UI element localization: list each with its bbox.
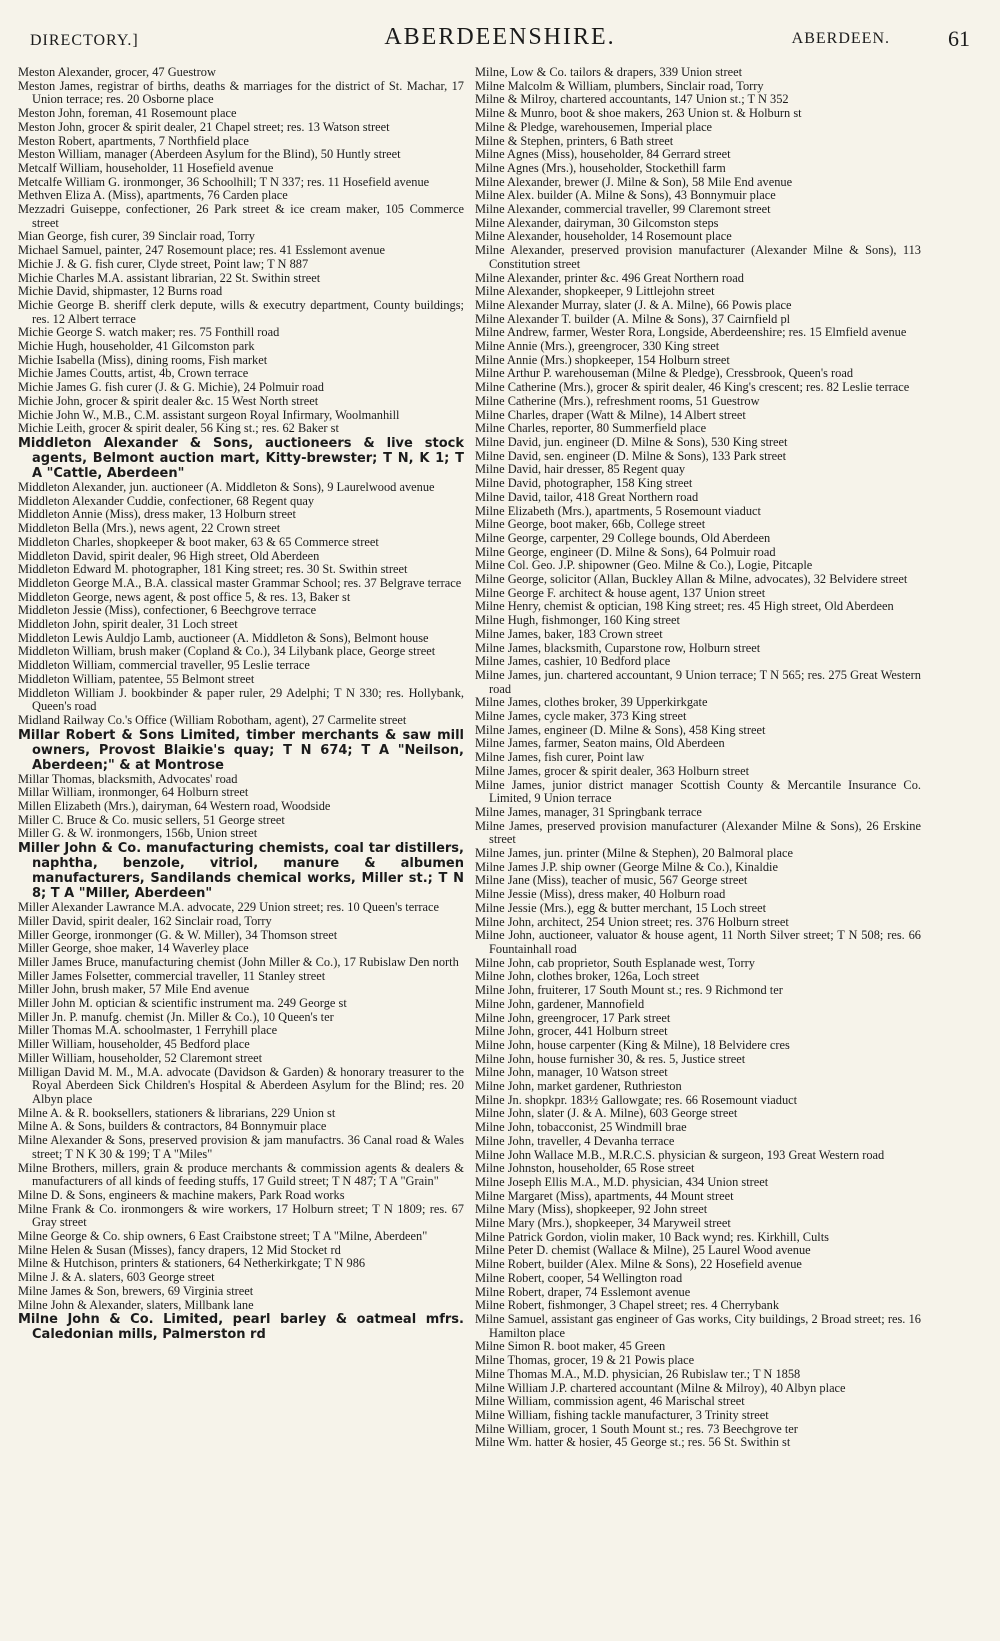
running-head-right: ABERDEEN. xyxy=(791,30,890,47)
directory-entry: Milne Alexander, printer &c. 496 Great Northern road xyxy=(475,270,744,285)
running-head-left: DIRECTORY.] xyxy=(30,32,139,49)
directory-entry: Milne A. & R. booksellers, stationers & librarians, 229 Union st xyxy=(18,1105,336,1120)
directory-entry: Michie John W., M.B., C.M. assistant surgeon Royal Infirmary, Woolmanhill xyxy=(18,407,400,422)
directory-entry: Michie James G. fish curer (J. & G. Michie), 24 Polmuir road xyxy=(18,380,324,395)
directory-entry: Milne Simon R. boot maker, 45 Green xyxy=(475,1339,666,1354)
directory-entry: Milne Catherine (Mrs.), grocer & spirit dealer, 46 King's crescent; res. 82 Leslie terrace xyxy=(475,380,910,395)
directory-entry: Middleton Jessie (Miss), confectioner, 6 Beechgrove terrace xyxy=(18,603,317,618)
directory-entry: Milne Alexander, householder, 14 Rosemount place xyxy=(475,229,732,244)
directory-entry: Milne Jane (Miss), teacher of music, 567 George street xyxy=(475,873,748,888)
directory-entry: Milne Col. Geo. J.P. shipowner (Geo. Milne & Co.), Logie, Pitcaple xyxy=(475,558,813,573)
directory-entry: Milne Alexander T. builder (A. Milne & Sons), 37 Cairnfield pl xyxy=(475,311,791,326)
directory-entry: Miller David, spirit dealer, 162 Sinclair road, Torry xyxy=(18,913,272,928)
directory-entry: Milne David, tailor, 418 Great Northern road xyxy=(475,489,699,504)
directory-entry: Milne David, hair dresser, 85 Regent quay xyxy=(475,462,686,477)
directory-entry: Milne Andrew, farmer, Wester Rora, Longside, Aberdeenshire; res. 15 Elmfield avenue xyxy=(475,325,907,340)
directory-entry: Michie Hugh, householder, 41 Gilcomston park xyxy=(18,339,255,354)
directory-entry: Milne John Wallace M.B., M.R.C.S. physician & surgeon, 193 Great Western road xyxy=(475,1147,885,1162)
directory-entry: Middleton Edward M. photographer, 181 King street; res. 30 St. Swithin street xyxy=(18,562,408,577)
directory-entry: Milne Robert, draper, 74 Esslemont avenue xyxy=(475,1284,691,1299)
directory-entry: Milne George, boot maker, 66b, College street xyxy=(475,517,706,532)
directory-entry: Michie George S. watch maker; res. 75 Fonthill road xyxy=(18,325,280,340)
directory-entry: Milne Alexander, brewer (J. Milne & Son), 58 Mile End avenue xyxy=(475,174,793,189)
page-header xyxy=(0,18,1000,58)
directory-entry: Milne Charles, draper (Watt & Milne), 14 Albert street xyxy=(475,407,746,422)
directory-entry: Milne Johnston, householder, 65 Rose street xyxy=(475,1161,695,1176)
directory-entry: Middleton William J. bookbinder & paper ruler, 29 Adelphi; T N 330; res. Hollybank, Queen's road xyxy=(18,685,464,714)
directory-entry: Milne James, clothes broker, 39 Upperkirkgate xyxy=(475,695,708,710)
directory-entry: Miller John, brush maker, 57 Mile End avenue xyxy=(18,982,250,997)
directory-entry: Milne Peter D. chemist (Wallace & Milne), 25 Laurel Wood avenue xyxy=(475,1243,811,1258)
directory-entry: Milne George, carpenter, 29 College bounds, Old Aberdeen xyxy=(475,530,771,545)
directory-entry: Milne John, clothes broker, 126a, Loch street xyxy=(475,969,700,984)
directory-entry: Michie Charles M.A. assistant librarian, 22 St. Swithin street xyxy=(18,270,321,285)
directory-entry: Milne John, tobacconist, 25 Windmill brae xyxy=(475,1120,687,1135)
directory-entry: Michie James Coutts, artist, 4b, Crown terrace xyxy=(18,366,249,381)
directory-entry: Middleton George, news agent, & post office 5, & res. 13, Baker st xyxy=(18,589,351,604)
directory-entry: Milne John & Co. Limited, pearl barley & oatmeal mfrs. Caledonian mills, Palmerston rd xyxy=(18,1312,464,1343)
directory-entry: Milne Mary (Miss), shopkeeper, 92 John street xyxy=(475,1202,708,1217)
directory-entry: Middleton Alexander Cuddie, confectioner, 68 Regent quay xyxy=(18,493,315,508)
directory-entry: Milne George & Co. ship owners, 6 East Craibstone street; T A "Milne, Aberdeen" xyxy=(18,1229,428,1244)
directory-entry: Methven Eliza A. (Miss), apartments, 76 Carden place xyxy=(18,188,288,203)
directory-entry: Milne Alexander, preserved provision manufacturer (Alexander Milne & Sons), 113 Constitution street xyxy=(475,243,921,271)
directory-entry: Milne David, jun. engineer (D. Milne & Sons), 530 King street xyxy=(475,434,788,449)
directory-entry: Milne Alexander, shopkeeper, 9 Littlejohn street xyxy=(475,284,715,299)
directory-entry: Milne Robert, builder (Alex. Milne & Sons), 22 Hosefield avenue xyxy=(475,1257,802,1272)
directory-entry: Milne Brothers, millers, grain & produce merchants & commission agents & dealers & manufacturers of all kinds of feeding stuffs, 17 Guild street; T N 487; T A "Grain" xyxy=(18,1160,464,1189)
directory-entry: Metcalf William, householder, 11 Hosefield avenue xyxy=(18,160,274,175)
directory-entry: Midland Railway Co.'s Office (William Robotham, agent), 27 Carmelite street xyxy=(18,712,407,727)
directory-entry: Milne John, house furnisher 30, & res. 5, Justice street xyxy=(475,1051,746,1066)
directory-entry: Middleton Alexander & Sons, auctioneers & live stock agents, Belmont auction mart, Kitty-brewster; T N, K 1; T A "Cattle, Aberdeen" xyxy=(18,435,464,481)
directory-entry: Milne James, jun. printer (Milne & Stephen), 20 Balmoral place xyxy=(475,846,793,861)
directory-entry: Milne James, grocer & spirit dealer, 363 Holburn street xyxy=(475,763,750,778)
directory-entry: Milne James, jun. chartered accountant, 9 Union terrace; T N 565; res. 275 Great Western road xyxy=(475,667,921,696)
directory-entry: Milne & Hutchison, printers & stationers, 64 Netherkirkgate; T N 986 xyxy=(18,1256,366,1271)
directory-entry: Michie Isabella (Miss), dining rooms, Fish market xyxy=(18,352,268,367)
directory-entry: Michie Leith, grocer & spirit dealer, 56 King st.; res. 62 Baker st xyxy=(18,421,339,436)
directory-entry: Miller William, householder, 52 Claremont street xyxy=(18,1050,263,1065)
right-column xyxy=(475,66,921,1631)
directory-entry: Milne Henry, chemist & optician, 198 King street; res. 45 High street, Old Aberdeen xyxy=(475,599,894,614)
directory-entry: Millar Robert & Sons Limited, timber merchants & saw mill owners, Provost Blaikie's quay; T N 674; T A "Neilson, Aberdeen;" & at Montrose xyxy=(18,727,464,773)
directory-entry: Middleton Annie (Miss), dress maker, 13 Holburn street xyxy=(18,507,296,522)
directory-entry: Meston William, manager (Aberdeen Asylum for the Blind), 50 Huntly street xyxy=(18,147,401,162)
directory-entry: Milne Samuel, assistant gas engineer of Gas works, City buildings, 2 Broad street; res. 16 Hamilton place xyxy=(475,1311,921,1340)
directory-entry: Milne James, preserved provision manufacturer (Alexander Milne & Sons), 26 Erskine street xyxy=(475,818,921,847)
directory-entry: Milne John, fruiterer, 17 South Mount st.; res. 9 Richmond ter xyxy=(475,983,783,998)
directory-entry: Milne Robert, cooper, 54 Wellington road xyxy=(475,1270,683,1285)
directory-entry: Middleton Lewis Auldjo Lamb, auctioneer (A. Middleton & Sons), Belmont house xyxy=(18,630,429,645)
directory-entry: Milne James, junior district manager Scottish County & Mercantile Insurance Co. Limited, 9 Union terrace xyxy=(475,777,921,806)
directory-entry: Milne James, cashier, 10 Bedford place xyxy=(475,654,671,669)
directory-entry: Meston James, registrar of births, deaths & marriages for the district of St. Machar, 17 Union terrace; res. 20 Osborne place xyxy=(18,78,464,107)
directory-entry: Milne & Milroy, chartered accountants, 147 Union st.; T N 352 xyxy=(475,92,789,107)
directory-entry: Milne & Munro, boot & shoe makers, 263 Union st. & Holburn st xyxy=(475,106,802,121)
directory-entry: Milne Agnes (Miss), householder, 84 Gerrard street xyxy=(475,147,731,162)
directory-entry: Milne James & Son, brewers, 69 Virginia street xyxy=(18,1283,254,1298)
directory-entry: Milne John, manager, 10 Watson street xyxy=(475,1065,668,1080)
directory-entry: Milne William, commission agent, 46 Marischal street xyxy=(475,1394,745,1409)
directory-entry: Milne Alex. builder (A. Milne & Sons), 43 Bonnymuir place xyxy=(475,188,776,203)
left-column xyxy=(18,66,464,1631)
directory-entry: Milne Joseph Ellis M.A., M.D. physician, 434 Union street xyxy=(475,1174,769,1189)
directory-entry: Milne Catherine (Mrs.), refreshment rooms, 51 Guestrow xyxy=(475,393,760,408)
directory-entry: Middleton George M.A., B.A. classical master Grammar School; res. 37 Belgrave terrace xyxy=(18,575,462,590)
directory-entry: Miller John & Co. manufacturing chemists, coal tar distillers, naphtha, benzole, vitriol, manure & albumen manufacturers, Sandilands chemical works, Miller st.; T N 8; T A "Miller, Aberdeen" xyxy=(18,841,464,902)
directory-entry: Milne John, slater (J. & A. Milne), 603 George street xyxy=(475,1106,738,1121)
directory-entry: Milne Alexander & Sons, preserved provision & jam manufactrs. 36 Canal road & Wales street; T N K 30 & 199; T A "Miles" xyxy=(18,1133,464,1161)
directory-entry: Milne Mary (Mrs.), shopkeeper, 34 Maryweil street xyxy=(475,1216,731,1231)
directory-entry: Michael Samuel, painter, 247 Rosemount place; res. 41 Esslemont avenue xyxy=(18,243,385,258)
directory-entry: Milne William J.P. chartered accountant (Milne & Milroy), 40 Albyn place xyxy=(475,1380,846,1395)
directory-entry: Milne George F. architect & house agent, 137 Union street xyxy=(475,585,766,600)
directory-entry: Milne Thomas M.A., M.D. physician, 26 Rubislaw ter.; T N 1858 xyxy=(475,1366,801,1381)
directory-entry: Milne John, architect, 254 Union street; res. 376 Holburn street xyxy=(475,914,789,929)
directory-entry: Miller John M. optician & scientific instrument ma. 249 George st xyxy=(18,996,347,1011)
directory-entry: Middleton William, patentee, 55 Belmont street xyxy=(18,671,255,686)
directory-entry: Milne William, grocer, 1 South Mount st.; res. 73 Beechgrove ter xyxy=(475,1421,798,1436)
directory-entry: Middleton Bella (Mrs.), news agent, 22 Crown street xyxy=(18,521,281,536)
directory-entry: Michie John, grocer & spirit dealer &c. 15 West North street xyxy=(18,393,319,408)
directory-entry: Miller Thomas M.A. schoolmaster, 1 Ferryhill place xyxy=(18,1023,278,1038)
directory-entry: Milligan David M. M., M.A. advocate (Davidson & Garden) & honorary treasurer to the Royal Aberdeen Sick Children's Hospital & Aberdeen Asylum for the Blind; res. 20 Albyn place xyxy=(18,1064,464,1106)
directory-entry: Milne James, farmer, Seaton mains, Old Aberdeen xyxy=(475,736,725,751)
directory-entry: Middleton William, brush maker (Copland & Co.), 34 Lilybank place, George street xyxy=(18,644,436,659)
running-head-title: ABERDEENSHIRE. xyxy=(384,24,616,50)
directory-entry: Meston John, foreman, 41 Rosemount place xyxy=(18,106,237,121)
directory-entry: Milne Margaret (Miss), apartments, 44 Mount street xyxy=(475,1188,734,1203)
directory-entry: Milne James, cycle maker, 373 King street xyxy=(475,709,687,724)
directory-entry: Milne Hugh, fishmonger, 160 King street xyxy=(475,613,680,628)
directory-entry: Milne William, fishing tackle manufacturer, 3 Trinity street xyxy=(475,1407,769,1422)
directory-entry: Milne D. & Sons, engineers & machine makers, Park Road works xyxy=(18,1187,345,1202)
directory-entry: Millen Elizabeth (Mrs.), dairyman, 64 Western road, Woodside xyxy=(18,799,331,814)
directory-entry: Milne Frank & Co. ironmongers & wire workers, 17 Holburn street; T N 1809; res. 67 Gray street xyxy=(18,1201,464,1230)
directory-entry: Meston Alexander, grocer, 47 Guestrow xyxy=(18,66,216,79)
directory-entry: Miller Alexander Lawrance M.A. advocate, 229 Union street; res. 10 Queen's terrace xyxy=(18,900,439,915)
directory-entry: Michie George B. sheriff clerk depute, wills & executry department, County buildings; res. 12 Albert terrace xyxy=(18,297,464,326)
directory-entry: Mian George, fish curer, 39 Sinclair road, Torry xyxy=(18,229,255,244)
directory-entry: Millar Thomas, blacksmith, Advocates' road xyxy=(18,771,238,786)
directory-entry: Milne Alexander, commercial traveller, 99 Claremont street xyxy=(475,202,771,217)
directory-entry: Mezzadri Guiseppe, confectioner, 26 Park street & ice cream maker, 105 Commerce street xyxy=(18,202,464,230)
directory-entry: Milne Jessie (Miss), dress maker, 40 Holburn road xyxy=(475,887,726,902)
directory-entry: Millar William, ironmonger, 64 Holburn street xyxy=(18,785,249,800)
directory-entry: Michie David, shipmaster, 12 Burns road xyxy=(18,284,223,299)
directory-entry: Milne Agnes (Mrs.), householder, Stockethill farm xyxy=(475,160,726,175)
directory-entry: Milne John, greengrocer, 17 Park street xyxy=(475,1010,671,1025)
directory-entry: Milne John, grocer, 441 Holburn street xyxy=(475,1024,668,1039)
directory-entry: Milne Annie (Mrs.) shopkeeper, 154 Holburn street xyxy=(475,352,730,367)
directory-entry: Milne John, gardener, Mannofield xyxy=(475,996,645,1011)
directory-entry: Milne John, house carpenter (King & Milne), 18 Belvidere cres xyxy=(475,1037,790,1052)
directory-entry: Milne Jn. shopkpr. 183½ Gallowgate; res. 66 Rosemount viaduct xyxy=(475,1092,798,1107)
directory-entry: Milne James, manager, 31 Springbank terrace xyxy=(475,804,702,819)
directory-entry: Milne John, traveller, 4 Devanha terrace xyxy=(475,1133,675,1148)
directory-entry: Milne John, auctioneer, valuator & house agent, 11 North Silver street; T N 508; res. 66 Fountainhall road xyxy=(475,928,921,956)
directory-entry: Middleton Alexander, jun. auctioneer (A. Middleton & Sons), 9 Laurelwood avenue xyxy=(18,479,435,494)
directory-entry: Miller George, ironmonger (G. & W. Miller), 34 Thomson street xyxy=(18,927,338,942)
directory-entry: Middleton Charles, shopkeeper & boot maker, 63 & 65 Commerce street xyxy=(18,534,379,549)
directory-entry: Meston Robert, apartments, 7 Northfield place xyxy=(18,133,249,148)
directory-entry: Miller Jn. P. manufg. chemist (Jn. Miller & Co.), 10 Queen's ter xyxy=(18,1009,334,1024)
directory-entry: Michie J. & G. fish curer, Clyde street, Point law; T N 887 xyxy=(18,256,309,271)
directory-entry: Milne George, engineer (D. Milne & Sons), 64 Polmuir road xyxy=(475,544,776,559)
directory-entry: Milne, Low & Co. tailors & drapers, 339 Union street xyxy=(475,66,743,79)
directory-entry: Milne & Pledge, warehousemen, Imperial place xyxy=(475,119,713,134)
directory-entry: Milne Alexander Murray, slater (J. & A. Milne), 66 Powis place xyxy=(475,297,792,312)
directory-entry: Milne Elizabeth (Mrs.), apartments, 5 Rosemount viaduct xyxy=(475,503,761,518)
directory-entry: Meston John, grocer & spirit dealer, 21 Chapel street; res. 13 Watson street xyxy=(18,119,390,134)
directory-entry: Milne Helen & Susan (Misses), fancy drapers, 12 Mid Stocket rd xyxy=(18,1242,341,1257)
directory-entry: Milne Arthur P. warehouseman (Milne & Pledge), Cressbrook, Queen's road xyxy=(475,366,854,381)
directory-entry: Milne & Stephen, printers, 6 Bath street xyxy=(475,133,674,148)
directory-entry: Milne Annie (Mrs.), greengrocer, 330 King street xyxy=(475,339,720,354)
directory-entry: Milne James, blacksmith, Cuparstone row, Holburn street xyxy=(475,640,761,655)
directory-entry: Milne James, engineer (D. Milne & Sons), 458 King street xyxy=(475,722,766,737)
directory-entry: Middleton William, commercial traveller, 95 Leslie terrace xyxy=(18,658,310,673)
directory-entry: Miller George, shoe maker, 14 Waverley place xyxy=(18,941,249,956)
directory-entry: Miller James Folsetter, commercial traveller, 11 Stanley street xyxy=(18,968,326,983)
directory-entry: Milne James, baker, 183 Crown street xyxy=(475,626,663,641)
directory-entry: Middleton John, spirit dealer, 31 Loch street xyxy=(18,617,238,632)
directory-entry: Milne John, market gardener, Ruthrieston xyxy=(475,1079,682,1094)
directory-entry: Milne Thomas, grocer, 19 & 21 Powis place xyxy=(475,1353,695,1368)
directory-entry: Milne Patrick Gordon, violin maker, 10 Back wynd; res. Kirkhill, Cults xyxy=(475,1229,829,1244)
directory-entry: Miller William, householder, 45 Bedford place xyxy=(18,1037,250,1052)
directory-entry: Miller G. & W. ironmongers, 156b, Union street xyxy=(18,826,258,841)
directory-entry: Milne Charles, reporter, 80 Summerfield place xyxy=(475,421,707,436)
directory-entry: Milne Jessie (Mrs.), egg & butter merchant, 15 Loch street xyxy=(475,900,767,915)
directory-entry: Milne Alexander, dairyman, 30 Gilcomston steps xyxy=(475,215,719,230)
directory-entry: Milne David, photographer, 158 King street xyxy=(475,476,693,491)
directory-entry: Milne James J.P. ship owner (George Milne & Co.), Kinaldie xyxy=(475,859,778,874)
directory-entry: Miller James Bruce, manufacturing chemist (John Miller & Co.), 17 Rubislaw Den north xyxy=(18,954,459,969)
directory-entry: Milne John & Alexander, slaters, Millbank lane xyxy=(18,1297,254,1312)
directory-entry: Milne Robert, fishmonger, 3 Chapel street; res. 4 Cherrybank xyxy=(475,1298,780,1313)
directory-entry: Milne J. & A. slaters, 603 George street xyxy=(18,1270,215,1285)
directory-entry: Milne John, cab proprietor, South Esplanade west, Torry xyxy=(475,955,755,970)
directory-entry: Milne Wm. hatter & hosier, 45 George st.; res. 56 St. Swithin st xyxy=(475,1435,791,1450)
directory-entry: Milne George, solicitor (Allan, Buckley Allan & Milne, advocates), 32 Belvidere street xyxy=(475,572,908,587)
directory-entry: Milne James, fish curer, Point law xyxy=(475,750,645,765)
directory-entry: Milne Malcolm & William, plumbers, Sinclair road, Torry xyxy=(475,78,764,93)
page-number: 61 xyxy=(948,26,970,51)
directory-entry: Metcalfe William G. ironmonger, 36 Schoolhill; T N 337; res. 11 Hosefield avenue xyxy=(18,174,430,189)
directory-entry: Miller C. Bruce & Co. music sellers, 51 George street xyxy=(18,812,285,827)
directory-entry: Milne David, sen. engineer (D. Milne & Sons), 133 Park street xyxy=(475,448,787,463)
directory-entry: Middleton David, spirit dealer, 96 High street, Old Aberdeen xyxy=(18,548,320,563)
directory-entry: Milne A. & Sons, builders & contractors, 84 Bonnymuir place xyxy=(18,1119,327,1134)
